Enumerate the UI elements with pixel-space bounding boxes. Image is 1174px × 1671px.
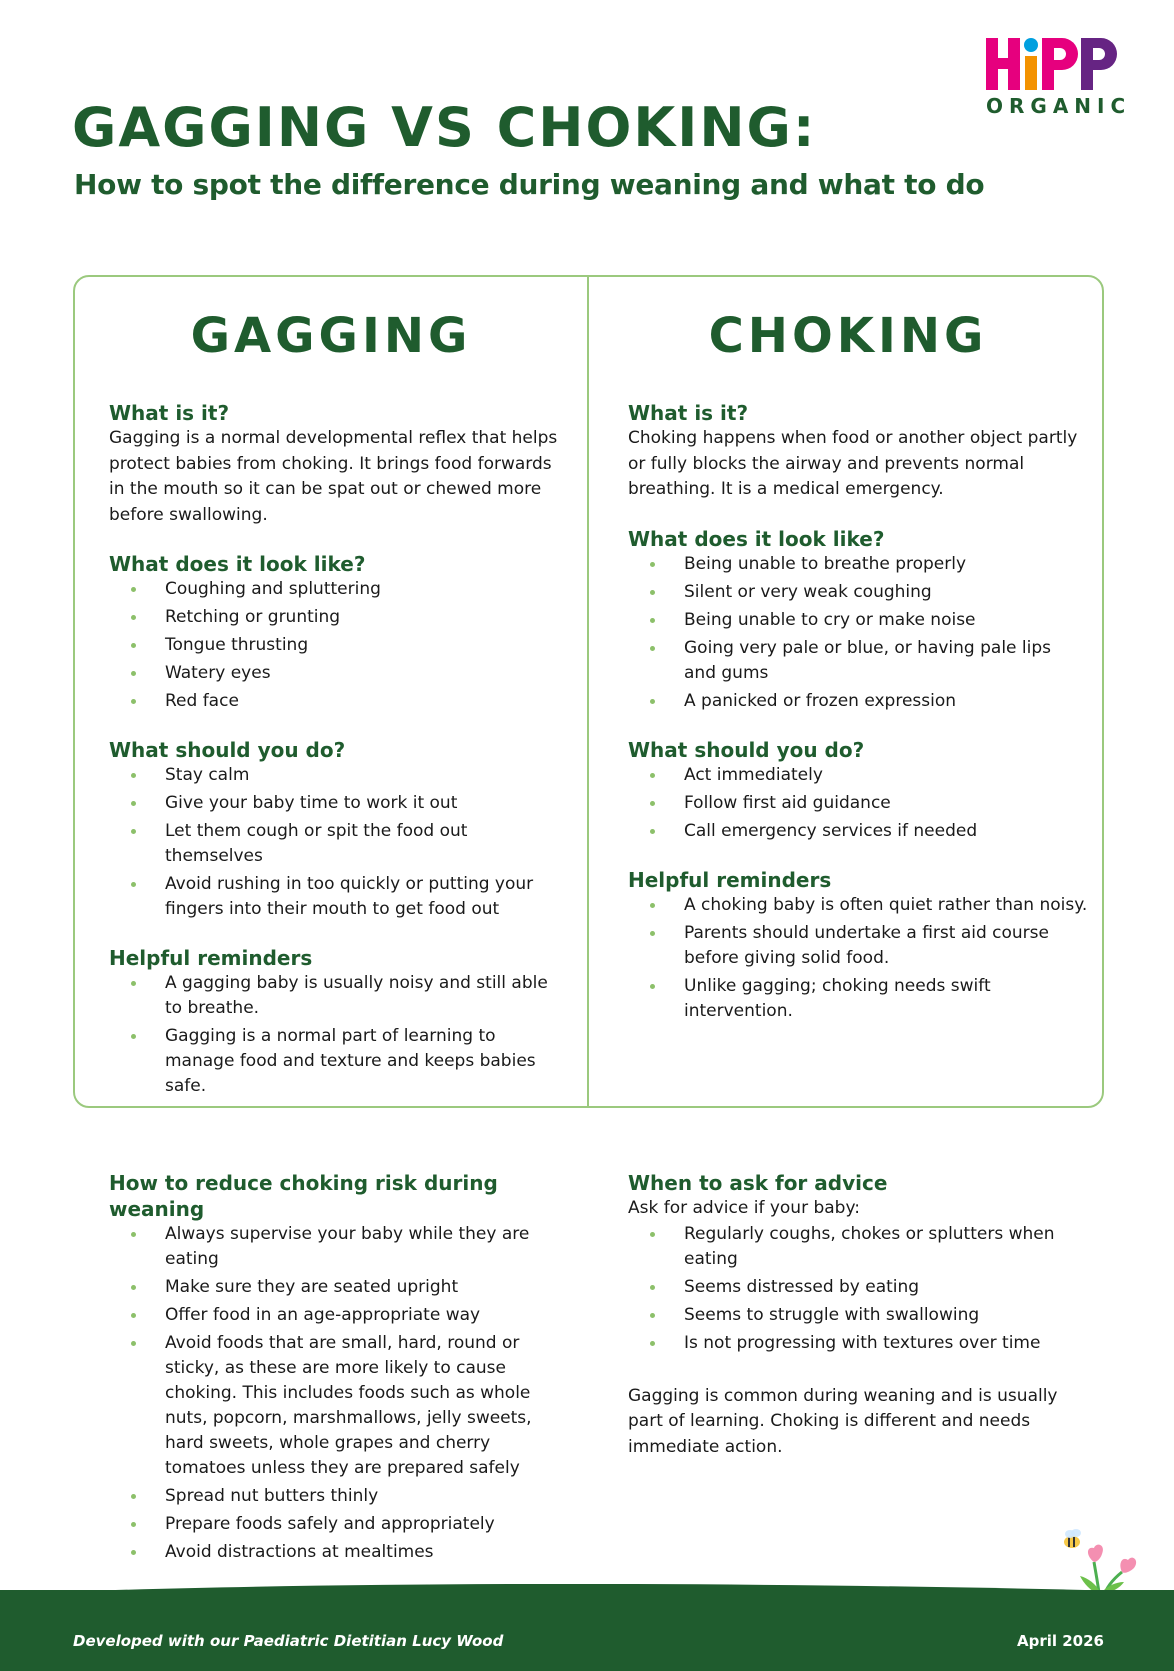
choking-what-title: What is it? [628,401,749,425]
choking-do-title: What should you do? [628,737,865,762]
page-subtitle: How to spot the difference during weaning and what to do [74,168,985,201]
hipp-logo [986,34,1146,116]
gagging-reminders-title: Helpful reminders [109,946,313,970]
choking-do-list [628,763,1088,844]
list-item: Parents should undertake a first aid course before giving solid food. [628,921,1088,971]
list-item: Avoid distractions at mealtimes [109,1540,569,1565]
reduce-risk-title: How to reduce choking risk during weaning [109,1171,498,1221]
list-item: Call emergency services if needed [628,819,1088,844]
list-item: Offer food in an age-appropriate way [109,1303,569,1328]
list-item: Make sure they are seated upright [109,1275,569,1300]
list-item: Act immediately [628,763,1088,788]
list-item: Going very pale or blue, or having pale lips and gums [628,636,1088,686]
list-item: Silent or very weak coughing [628,580,1088,605]
advice-list [628,1222,1088,1356]
gagging-reminders-list [109,971,569,1099]
list-item: Watery eyes [109,661,569,686]
list-item: Coughing and spluttering [109,577,569,602]
choking-reminders-title: Helpful reminders [628,867,832,892]
comparison-divider [587,275,589,1108]
list-item: Seems distressed by eating [628,1275,1088,1300]
list-item: A panicked or frozen expression [628,689,1088,714]
advice-section [628,1170,1088,1460]
list-item: Avoid rushing in too quickly or putting your fingers into their mouth to get food out [109,872,569,922]
reduce-risk-section [109,1170,569,1568]
list-item: Let them cough or spit the food out themselves [109,819,569,869]
choking-what-text: Choking happens when food or another object partly or fully blocks the airway and prevents normal breathing. It is a medical emergency. [628,428,1078,499]
list-item: Prepare foods safely and appropriately [109,1512,569,1537]
list-item: A choking baby is often quiet rather than noisy. [628,893,1088,918]
list-item: Tongue thrusting [109,633,569,658]
footer-band [0,1590,1174,1671]
list-item: A gagging baby is usually noisy and still able to breathe. [109,971,569,1021]
advice-closing: Gagging is common during weaning and is usually part of learning. Choking is different and needs immediate action. [628,1385,1058,1457]
footer-date: April 2026 [1017,1632,1104,1650]
list-item: Follow first aid guidance [628,791,1088,816]
logo-wordmark [986,34,1146,90]
list-item: Retching or grunting [109,605,569,630]
list-item: Always supervise your baby while they are eating [109,1222,569,1272]
gagging-column [109,400,569,1102]
list-item: Being unable to breathe properly [628,552,1088,577]
list-item: Seems to struggle with swallowing [628,1303,1088,1328]
choking-look-list [628,552,1088,714]
gagging-do-list [109,763,569,922]
page-title: GAGGING VS CHOKING: [72,96,817,159]
list-item: Red face [109,689,569,714]
gagging-look-title: What does it look like? [109,552,366,576]
gagging-heading: GAGGING [190,308,472,364]
choking-reminders-list [628,893,1088,1024]
list-item: Is not progressing with textures over time [628,1331,1088,1356]
list-item: Gagging is a normal part of learning to manage food and texture and keeps babies safe. [109,1024,569,1099]
gagging-look-list [109,577,569,714]
choking-look-title: What does it look like? [628,526,885,551]
advice-intro: Ask for advice if your baby: [628,1198,861,1218]
gagging-do-title: What should you do? [109,738,346,762]
reduce-risk-list [109,1222,569,1565]
footer-credit: Developed with our Paediatric Dietitian Lucy Wood [73,1632,504,1650]
logo-organic-text: ORGANIC [986,94,1132,118]
advice-title: When to ask for advice [628,1171,888,1195]
choking-column [628,400,1088,1027]
gagging-what-text: Gagging is a normal developmental reflex that helps protect babies from choking. It brings food forwards in the mouth so it can be spat out or chewed more before swallowing. [109,428,558,525]
list-item: Spread nut butters thinly [109,1484,569,1509]
list-item: Being unable to cry or make noise [628,608,1088,633]
list-item: Give your baby time to work it out [109,791,569,816]
list-item: Avoid foods that are small, hard, round or sticky, as these are more likely to cause choking. This includes foods such as whole nuts, popcorn, marshmallows, jelly sweets, hard sweets, whole grapes and cherry tomatoes unless they are prepared safely [109,1331,569,1481]
gagging-what-title: What is it? [109,401,230,425]
list-item: Unlike gagging; choking needs swift intervention. [628,974,1088,1024]
list-item: Regularly coughs, chokes or splutters when eating [628,1222,1088,1272]
choking-heading: CHOKING [708,308,988,364]
list-item: Stay calm [109,763,569,788]
